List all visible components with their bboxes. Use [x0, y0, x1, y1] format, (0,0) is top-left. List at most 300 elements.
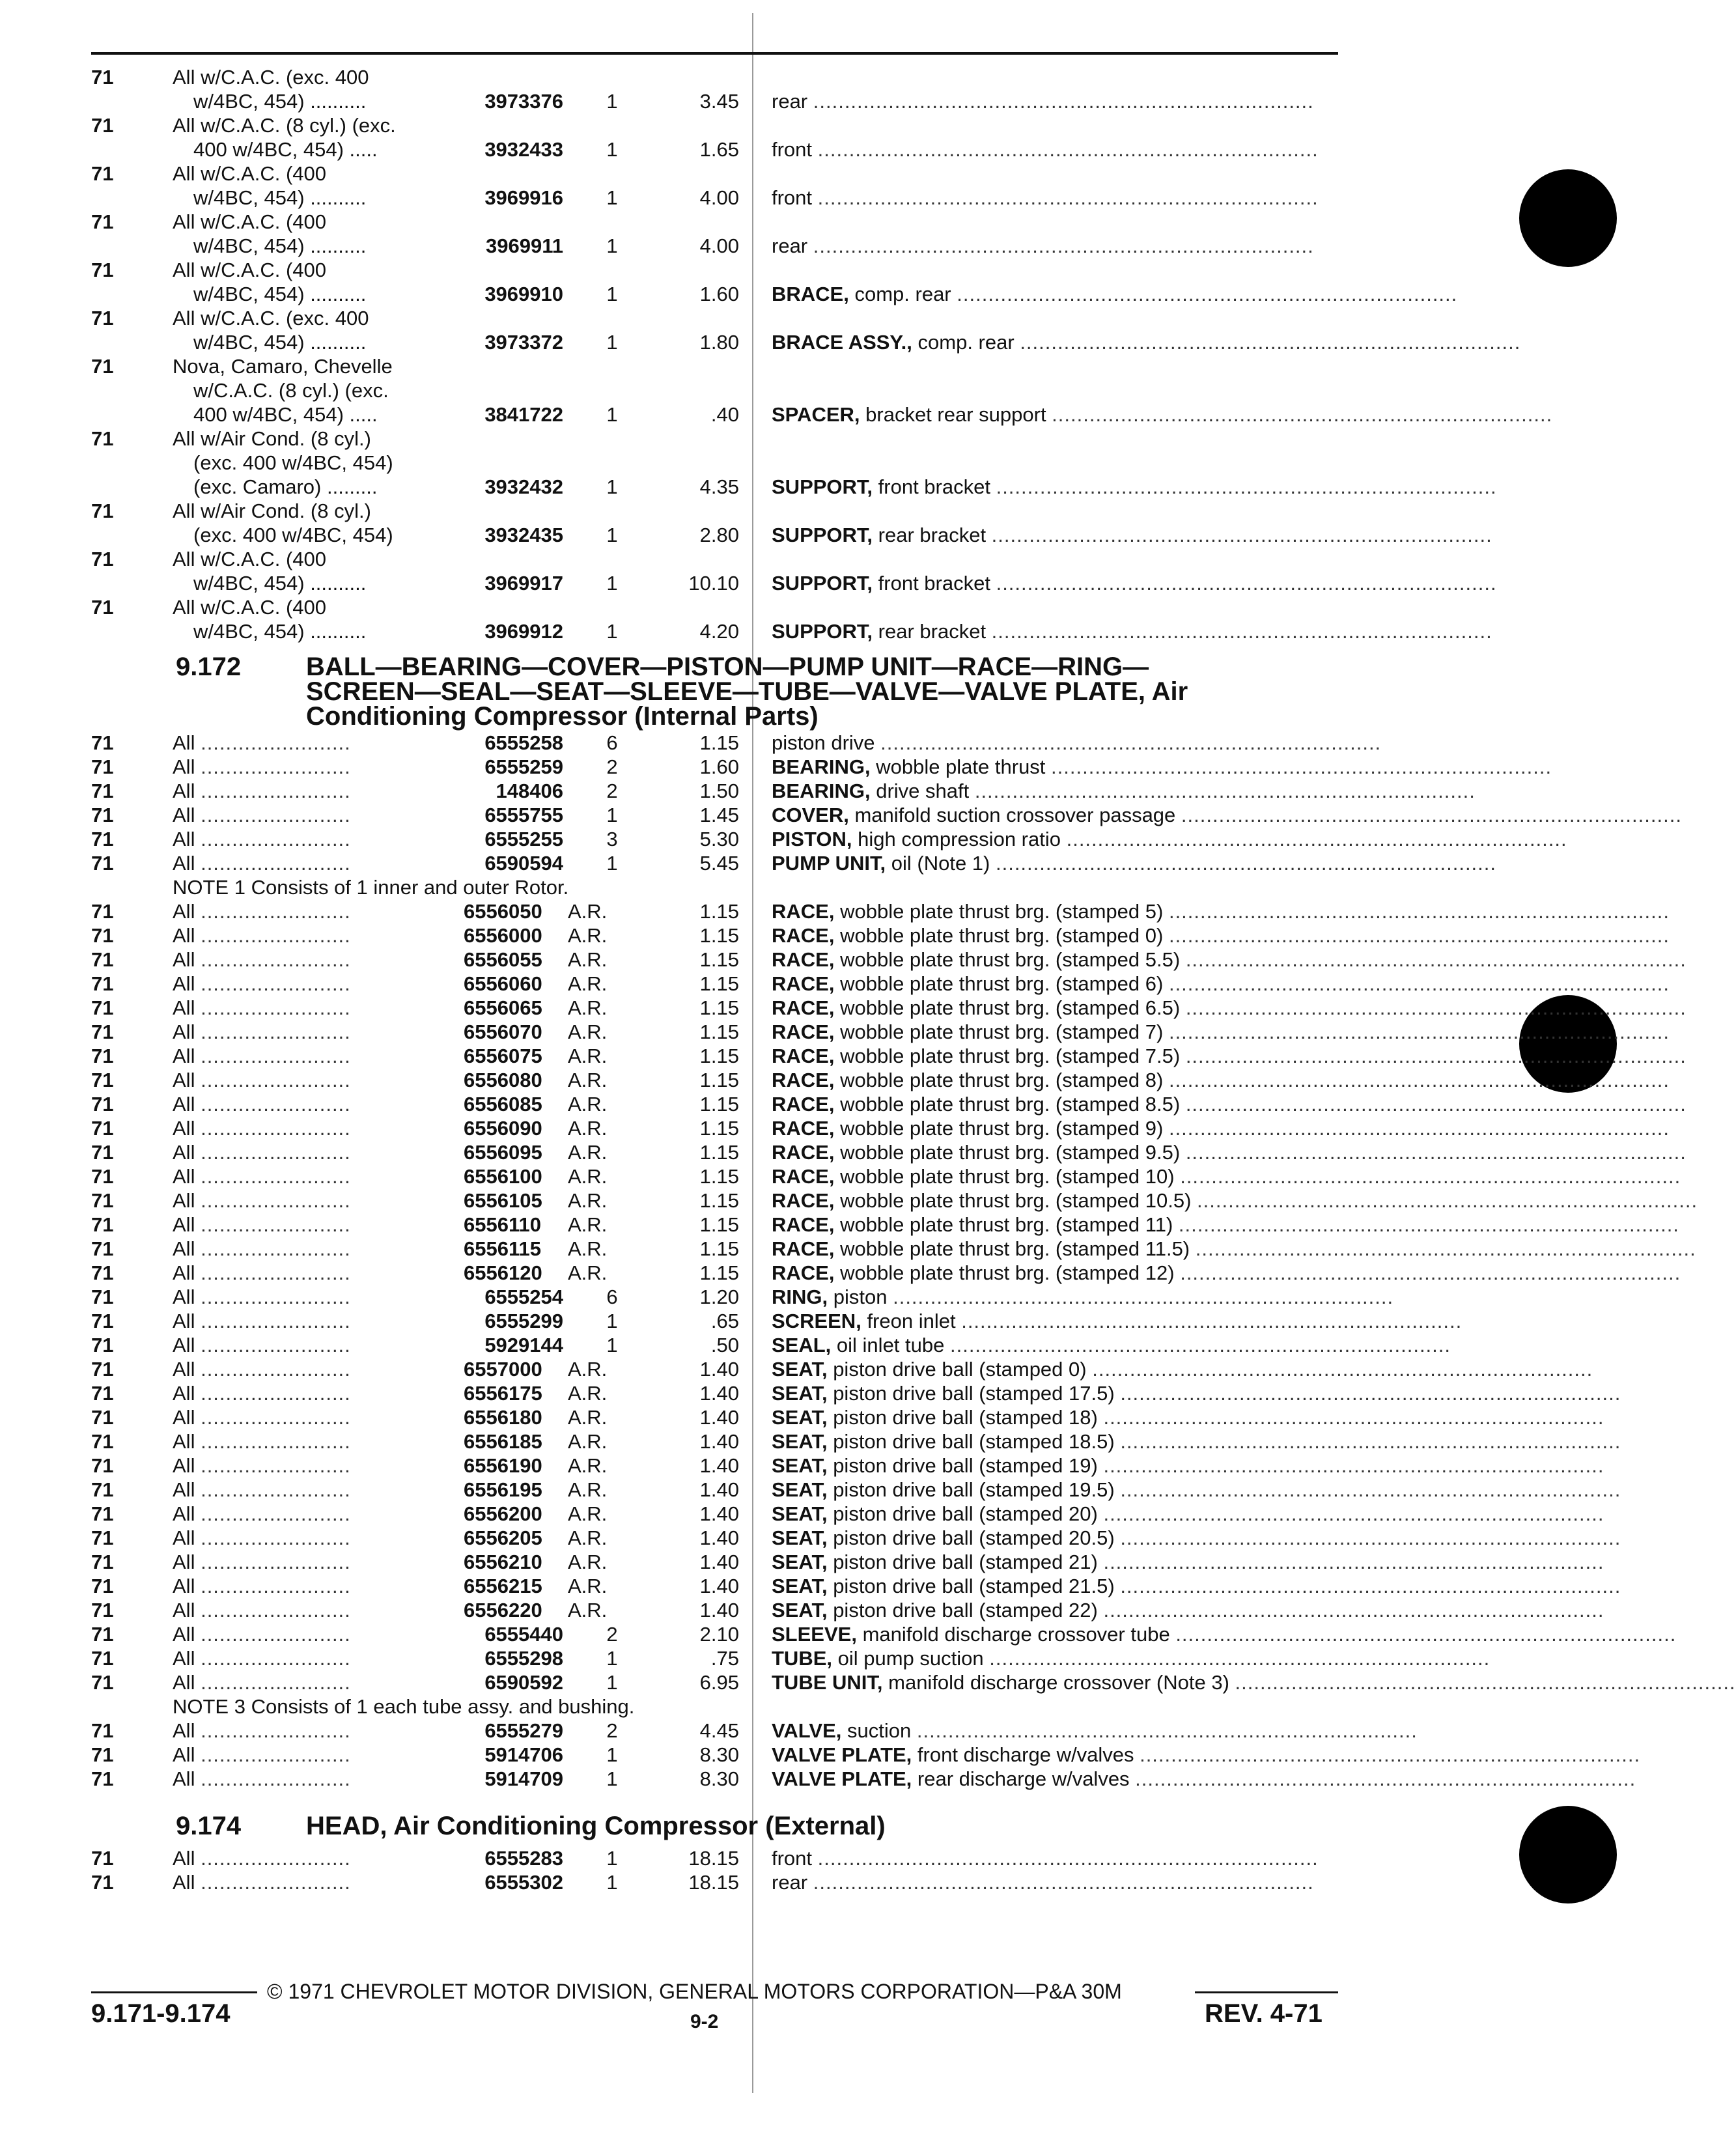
- quantity: 1: [606, 1767, 618, 1790]
- table-row: [0, 1044, 1687, 1068]
- price: 5.30: [699, 828, 739, 850]
- part-description: RACE, wobble plate thrust brg. (stamped 8.5) ................................................................................: [772, 1093, 1687, 1116]
- application-text: All ........................: [173, 1069, 351, 1091]
- part-number: 6556180: [464, 1406, 542, 1429]
- part-description: BRACE, comp. rear ................................................................................: [772, 283, 1458, 305]
- leader-dots: ................................................................................: [817, 138, 1319, 161]
- part-number: 6555755: [484, 804, 563, 826]
- quantity: 1: [606, 1334, 618, 1356]
- leader-dots: ........................: [201, 1261, 351, 1284]
- section-number: 9.172: [176, 653, 242, 681]
- part-name: PUMP UNIT,: [772, 852, 886, 875]
- part-name: RACE,: [772, 924, 835, 947]
- leader-dots: ................................................................................: [916, 1719, 1418, 1742]
- part-name: SEAT,: [772, 1575, 828, 1597]
- quantity: 1: [606, 186, 618, 209]
- part-name: TUBE UNIT,: [772, 1671, 883, 1694]
- quantity: 1: [606, 90, 618, 113]
- model-year: 71: [91, 1502, 114, 1525]
- leader-dots: ........................: [201, 1871, 351, 1894]
- part-name: RACE,: [772, 1261, 835, 1284]
- price: 1.40: [699, 1575, 739, 1597]
- footer-rule-right: [1195, 1991, 1338, 1993]
- quantity: A.R.: [568, 1093, 608, 1116]
- leader-dots: ................................................................................: [1120, 1478, 1621, 1501]
- leader-dots: ................................................................................: [1175, 1623, 1677, 1646]
- quantity: 1: [606, 804, 618, 826]
- quantity: 2: [606, 1623, 618, 1646]
- price: 1.15: [699, 731, 739, 754]
- quantity: A.R.: [568, 1189, 608, 1212]
- quantity: 1: [606, 572, 618, 595]
- leader-dots: ........................: [201, 1237, 351, 1260]
- application-text: All w/C.A.C. (400: [173, 259, 327, 281]
- leader-dots: ................................................................................: [880, 731, 1382, 754]
- part-description: rear ................................................................................: [772, 1871, 1314, 1894]
- application-text: w/4BC, 454) ..........: [193, 186, 367, 209]
- quantity: A.R.: [568, 924, 608, 947]
- part-description: BEARING, wobble plate thrust ................................................................................: [772, 755, 1552, 778]
- part-number: 6555302: [484, 1871, 563, 1894]
- model-year: 71: [91, 1310, 114, 1332]
- application-text: All ........................: [173, 1189, 351, 1212]
- leader-dots: ........................: [201, 900, 351, 923]
- leader-dots: ................................................................................: [989, 1647, 1491, 1670]
- leader-dots: ................................................................................: [996, 475, 1497, 498]
- part-number: 3973372: [484, 331, 563, 354]
- part-number: 6556055: [464, 948, 542, 971]
- leader-dots: ........................: [201, 1671, 351, 1694]
- part-description: SEAT, piston drive ball (stamped 18.5) ................................................................................: [772, 1430, 1621, 1453]
- application-text: All w/C.A.C. (400: [173, 210, 327, 233]
- price: .65: [710, 1310, 739, 1332]
- part-name: SEAT,: [772, 1454, 828, 1477]
- model-year: 71: [91, 1478, 114, 1501]
- application-text: w/4BC, 454) ..........: [193, 620, 367, 643]
- part-description: RACE, wobble plate thrust brg. (stamped 6) ................................................................................: [772, 972, 1670, 995]
- part-number: 6556065: [464, 996, 542, 1019]
- model-year: 71: [91, 1871, 114, 1894]
- leader-dots: ................................................................................: [1120, 1575, 1621, 1597]
- part-number: 6556200: [464, 1502, 542, 1525]
- price: 2.10: [699, 1623, 739, 1646]
- application-text: All ........................: [173, 1045, 351, 1067]
- price: 8.30: [699, 1743, 739, 1766]
- leader-dots: ........................: [201, 1478, 351, 1501]
- table-row: [0, 1526, 1660, 1550]
- part-name: SEAL,: [772, 1334, 832, 1356]
- price: 1.15: [699, 900, 739, 923]
- application-text: (exc. 400 w/4BC, 454): [193, 524, 393, 546]
- part-number: 6555259: [484, 755, 563, 778]
- quantity: A.R.: [568, 1069, 608, 1091]
- part-description: rear ................................................................................: [772, 90, 1314, 113]
- leader-dots: ........................: [201, 828, 351, 850]
- part-number: 6555255: [484, 828, 563, 850]
- leader-dots: ........................: [201, 1285, 351, 1308]
- application-text: All w/C.A.C. (exc. 400: [173, 307, 369, 330]
- part-name: SEAT,: [772, 1382, 828, 1405]
- application-text: All ........................: [173, 1406, 351, 1429]
- quantity: 1: [606, 1647, 618, 1670]
- part-number: 3969911: [486, 234, 563, 257]
- table-row: [0, 1767, 1660, 1791]
- table-row: [0, 899, 1670, 923]
- leader-dots: ........................: [201, 1575, 351, 1597]
- quantity: A.R.: [568, 1478, 608, 1501]
- part-number: 148406: [496, 780, 563, 802]
- part-description: SLEEVE, manifold discharge crossover tube ................................................................................: [772, 1623, 1677, 1646]
- leader-dots: ................................................................................: [1140, 1743, 1641, 1766]
- part-description: SEAT, piston drive ball (stamped 17.5) ................................................................................: [772, 1382, 1621, 1405]
- leader-dots: ........................: [201, 1141, 351, 1164]
- leader-dots: ................................................................................: [1197, 1189, 1698, 1212]
- price: 1.20: [699, 1285, 739, 1308]
- part-name: BEARING,: [772, 755, 871, 778]
- part-number: 6555258: [484, 731, 563, 754]
- part-description: RACE, wobble plate thrust brg. (stamped 7) ................................................................................: [772, 1020, 1670, 1043]
- quantity: A.R.: [568, 1045, 608, 1067]
- application-text: All ........................: [173, 731, 351, 754]
- price: 4.00: [699, 186, 739, 209]
- price: 4.00: [699, 234, 739, 257]
- part-name: BRACE ASSY.,: [772, 331, 912, 354]
- table-row: [0, 1646, 1660, 1670]
- application-text: All ........................: [173, 1117, 351, 1140]
- leader-dots: ........................: [201, 1430, 351, 1453]
- table-row: [0, 619, 1660, 643]
- table-row: [0, 755, 1660, 779]
- part-description: RACE, wobble plate thrust brg. (stamped 10) ................................................................................: [772, 1165, 1681, 1188]
- part-description: SUPPORT, front bracket ................................................................................: [772, 572, 1497, 595]
- part-description: SEAL, oil inlet tube ................................................................................: [772, 1334, 1451, 1356]
- price: 18.15: [688, 1871, 739, 1894]
- table-row: [0, 1598, 1660, 1622]
- part-number: 6556220: [464, 1599, 542, 1622]
- price: 1.15: [699, 1093, 739, 1116]
- leader-dots: ........................: [201, 1719, 351, 1742]
- model-year: 71: [91, 1743, 114, 1766]
- quantity: A.R.: [568, 1502, 608, 1525]
- application-text: w/4BC, 454) ..........: [193, 234, 367, 257]
- quantity: A.R.: [568, 948, 608, 971]
- price: 10.10: [688, 572, 739, 595]
- quantity: 1: [606, 1743, 618, 1766]
- leader-dots: ................................................................................: [893, 1285, 1394, 1308]
- table-row: [0, 234, 1660, 258]
- copyright-text: © 1971 CHEVROLET MOTOR DIVISION, GENERAL MOTORS CORPORATION—P&A 30M: [267, 1980, 1122, 2003]
- application-text: All w/Air Cond. (8 cyl.): [173, 427, 371, 450]
- application-text: All ........................: [173, 1141, 351, 1164]
- part-description: SEAT, piston drive ball (stamped 19) ................................................................................: [772, 1454, 1604, 1477]
- table-row: [0, 1140, 1687, 1164]
- leader-dots: ........................: [201, 1599, 351, 1622]
- table-row: [0, 451, 1660, 475]
- price: 1.15: [699, 996, 739, 1019]
- quantity: 1: [606, 475, 618, 498]
- leader-dots: ................................................................................: [1180, 1165, 1681, 1188]
- note-1: NOTE 1 Consists of 1 inner and outer Rotor.: [173, 876, 569, 899]
- model-year: 71: [91, 1213, 114, 1236]
- part-number: 6556215: [464, 1575, 542, 1597]
- table-row: [0, 571, 1660, 595]
- leader-dots: ........................: [201, 1406, 351, 1429]
- quantity: A.R.: [568, 1406, 608, 1429]
- parts-list: [0, 1846, 1660, 1894]
- part-number: 3969916: [484, 186, 563, 209]
- application-text: All ........................: [173, 1623, 351, 1646]
- part-description: BRACE ASSY., comp. rear ................................................................................: [772, 331, 1521, 354]
- leader-dots: ................................................................................: [1103, 1406, 1604, 1429]
- part-description: SPACER, bracket rear support ................................................................................: [772, 403, 1553, 426]
- table-row: [0, 948, 1687, 972]
- part-number: 6556070: [464, 1020, 542, 1043]
- leader-dots: ........................: [201, 1526, 351, 1549]
- part-name: VALVE PLATE,: [772, 1743, 912, 1766]
- application-text: All ........................: [173, 1847, 351, 1870]
- quantity: 3: [606, 828, 618, 850]
- part-name: RACE,: [772, 1045, 835, 1067]
- part-description: TUBE, oil pump suction ................................................................................: [772, 1647, 1491, 1670]
- part-name: SUPPORT,: [772, 572, 873, 595]
- part-description: SEAT, piston drive ball (stamped 0) ................................................................................: [772, 1358, 1593, 1381]
- table-row: [0, 282, 1660, 306]
- table-row: [0, 1092, 1687, 1116]
- quantity: 2: [606, 755, 618, 778]
- model-year: 71: [91, 852, 114, 875]
- part-number: 6556205: [464, 1526, 542, 1549]
- parts-list: [0, 1719, 1660, 1791]
- leader-dots: ................................................................................: [1092, 1358, 1593, 1381]
- part-number: 3973376: [484, 90, 563, 113]
- model-year: 71: [91, 1719, 114, 1742]
- application-text: All ........................: [173, 1719, 351, 1742]
- quantity: 6: [606, 731, 618, 754]
- table-row: [0, 779, 1660, 803]
- model-year: 71: [91, 1599, 114, 1622]
- price: 3.45: [699, 90, 739, 113]
- price: 1.40: [699, 1454, 739, 1477]
- leader-dots: ........................: [201, 780, 351, 802]
- application-text: w/4BC, 454) ..........: [193, 572, 367, 595]
- leader-dots: ........................: [201, 1334, 351, 1356]
- price: 1.15: [699, 1069, 739, 1091]
- application-text: All w/Air Cond. (8 cyl.): [173, 499, 371, 522]
- section-title: [306, 654, 1296, 729]
- part-description: SCREEN, freon inlet ................................................................................: [772, 1310, 1463, 1332]
- model-year: 71: [91, 948, 114, 971]
- leader-dots: ................................................................................: [991, 620, 1492, 643]
- price: 1.15: [699, 1141, 739, 1164]
- price: .40: [710, 403, 739, 426]
- part-number: 6556115: [464, 1237, 541, 1260]
- quantity: A.R.: [568, 1526, 608, 1549]
- price: 1.45: [699, 804, 739, 826]
- leader-dots: ................................................................................: [1103, 1599, 1604, 1622]
- part-description: SEAT, piston drive ball (stamped 20.5) ................................................................................: [772, 1526, 1621, 1549]
- part-number: 6555299: [484, 1310, 563, 1332]
- application-text: 400 w/4BC, 454) .....: [193, 403, 378, 426]
- leader-dots: ................................................................................: [1168, 1117, 1670, 1140]
- price: 1.15: [699, 972, 739, 995]
- price: 1.15: [699, 1189, 739, 1212]
- leader-dots: ........................: [201, 1623, 351, 1646]
- price: 1.80: [699, 331, 739, 354]
- leader-dots: ................................................................................: [991, 524, 1492, 546]
- application-text: (exc. Camaro) .........: [193, 475, 378, 498]
- price: 1.40: [699, 1358, 739, 1381]
- leader-dots: ................................................................................: [949, 1334, 1451, 1356]
- part-description: SEAT, piston drive ball (stamped 18) ................................................................................: [772, 1406, 1604, 1429]
- quantity: A.R.: [568, 972, 608, 995]
- table-row: [0, 1068, 1670, 1092]
- part-number: 6556100: [464, 1165, 542, 1188]
- part-number: 3841722: [484, 403, 563, 426]
- leader-dots: ................................................................................: [1120, 1526, 1621, 1549]
- application-text: All ........................: [173, 1261, 351, 1284]
- part-number: 6590592: [484, 1671, 563, 1694]
- part-name: VALVE,: [772, 1719, 842, 1742]
- part-number: 6557000: [464, 1358, 542, 1381]
- application-text: All ........................: [173, 1310, 351, 1332]
- model-year: 71: [91, 1165, 114, 1188]
- part-name: SEAT,: [772, 1502, 828, 1525]
- model-year: 71: [91, 828, 114, 850]
- part-number: 6555440: [484, 1623, 563, 1646]
- leader-dots: ................................................................................: [1020, 331, 1521, 354]
- part-description: RACE, wobble plate thrust brg. (stamped 12) ................................................................................: [772, 1261, 1681, 1284]
- price: 6.95: [699, 1671, 739, 1694]
- table-row: [0, 65, 1660, 89]
- part-description: BEARING, drive shaft ................................................................................: [772, 780, 1476, 802]
- table-row: [0, 1237, 1696, 1261]
- leader-dots: ................................................................................: [1120, 1430, 1621, 1453]
- table-row: [0, 137, 1660, 162]
- application-text: All ........................: [173, 1020, 351, 1043]
- price: 1.60: [699, 755, 739, 778]
- leader-dots: ................................................................................: [1168, 972, 1670, 995]
- part-name: RACE,: [772, 1165, 835, 1188]
- part-number: 3932432: [484, 475, 563, 498]
- part-name: RACE,: [772, 972, 835, 995]
- page-section-range: 9.171-9.174: [91, 1999, 231, 2028]
- leader-dots: ........................: [201, 1767, 351, 1790]
- price: 1.15: [699, 1165, 739, 1188]
- model-year: 71: [91, 731, 114, 754]
- price: 18.15: [688, 1847, 739, 1870]
- application-text: All ........................: [173, 1285, 351, 1308]
- part-name: SEAT,: [772, 1430, 828, 1453]
- table-row: [0, 1574, 1660, 1598]
- part-name: SUPPORT,: [772, 475, 873, 498]
- model-year: 71: [91, 1358, 114, 1381]
- leader-dots: ................................................................................: [1103, 1454, 1604, 1477]
- quantity: A.R.: [568, 1599, 608, 1622]
- leader-dots: ................................................................................: [1168, 1020, 1670, 1043]
- quantity: 1: [606, 1310, 618, 1332]
- leader-dots: ........................: [201, 1454, 351, 1477]
- leader-dots: ........................: [201, 996, 351, 1019]
- part-number: 6556075: [464, 1045, 542, 1067]
- table-row: [0, 113, 1660, 137]
- price: 1.15: [699, 1237, 739, 1260]
- model-year: 71: [91, 900, 114, 923]
- application-text: All ........................: [173, 1551, 351, 1573]
- part-description: SUPPORT, rear bracket ................................................................................: [772, 524, 1492, 546]
- part-name: SLEEVE,: [772, 1623, 857, 1646]
- leader-dots: ................................................................................: [1235, 1671, 1736, 1694]
- section-heading: [0, 1814, 1660, 1846]
- model-year: 71: [91, 972, 114, 995]
- part-number: 6556090: [464, 1117, 542, 1140]
- quantity: A.R.: [568, 1213, 608, 1236]
- part-description: front ................................................................................: [772, 138, 1319, 161]
- part-description: piston drive ................................................................................: [772, 731, 1382, 754]
- price: 1.15: [699, 1045, 739, 1067]
- table-row: [0, 1020, 1670, 1044]
- application-text: All ........................: [173, 1671, 351, 1694]
- price: 1.60: [699, 283, 739, 305]
- part-name: BRACE,: [772, 283, 849, 305]
- table-row: [0, 1333, 1660, 1357]
- leader-dots: ................................................................................: [1180, 1261, 1681, 1284]
- table-row: [0, 186, 1660, 210]
- quantity: A.R.: [568, 1141, 608, 1164]
- top-rule: [91, 52, 1338, 55]
- model-year: 71: [91, 1647, 114, 1670]
- quantity: 1: [606, 283, 618, 305]
- footer-rule-left: [91, 1991, 257, 1993]
- leader-dots: ................................................................................: [1185, 1045, 1687, 1067]
- table-row: [0, 1478, 1660, 1502]
- part-name: RACE,: [772, 900, 835, 923]
- quantity: A.R.: [568, 1237, 608, 1260]
- price: 1.15: [699, 948, 739, 971]
- application-text: w/C.A.C. (8 cyl.) (exc.: [193, 379, 389, 402]
- part-name: RACE,: [772, 1213, 835, 1236]
- leader-dots: ........................: [201, 1502, 351, 1525]
- part-description: RACE, wobble plate thrust brg. (stamped 5) ................................................................................: [772, 900, 1670, 923]
- model-year: 71: [91, 1334, 114, 1356]
- price: 1.50: [699, 780, 739, 802]
- part-description: RACE, wobble plate thrust brg. (stamped 11.5) ................................................................................: [772, 1237, 1696, 1260]
- leader-dots: ................................................................................: [1168, 924, 1670, 947]
- note-3: NOTE 3 Consists of 1 each tube assy. and bushing.: [173, 1695, 635, 1718]
- part-description: PISTON, high compression ratio ................................................................................: [772, 828, 1567, 850]
- table-row: [0, 162, 1660, 186]
- part-number: 5914706: [484, 1743, 563, 1766]
- leader-dots: ................................................................................: [1168, 1069, 1670, 1091]
- application-text: All ........................: [173, 1502, 351, 1525]
- part-number: 5929144: [484, 1334, 563, 1356]
- part-description: SEAT, piston drive ball (stamped 21) ................................................................................: [772, 1551, 1604, 1573]
- quantity: A.R.: [568, 1358, 608, 1381]
- part-number: 3932435: [484, 524, 563, 546]
- leader-dots: ........................: [201, 1213, 351, 1236]
- application-text: All w/C.A.C. (400: [173, 548, 327, 570]
- model-year: 71: [91, 996, 114, 1019]
- table-row: [0, 1719, 1660, 1743]
- quantity: 2: [606, 780, 618, 802]
- table-row: [0, 1429, 1660, 1454]
- part-name: SPACER,: [772, 403, 860, 426]
- quantity: A.R.: [568, 1454, 608, 1477]
- leader-dots: ................................................................................: [1185, 1141, 1687, 1164]
- model-year: 71: [91, 1847, 114, 1870]
- leader-dots: ........................: [201, 1847, 351, 1870]
- part-name: RACE,: [772, 1069, 835, 1091]
- leader-dots: ................................................................................: [813, 1871, 1314, 1894]
